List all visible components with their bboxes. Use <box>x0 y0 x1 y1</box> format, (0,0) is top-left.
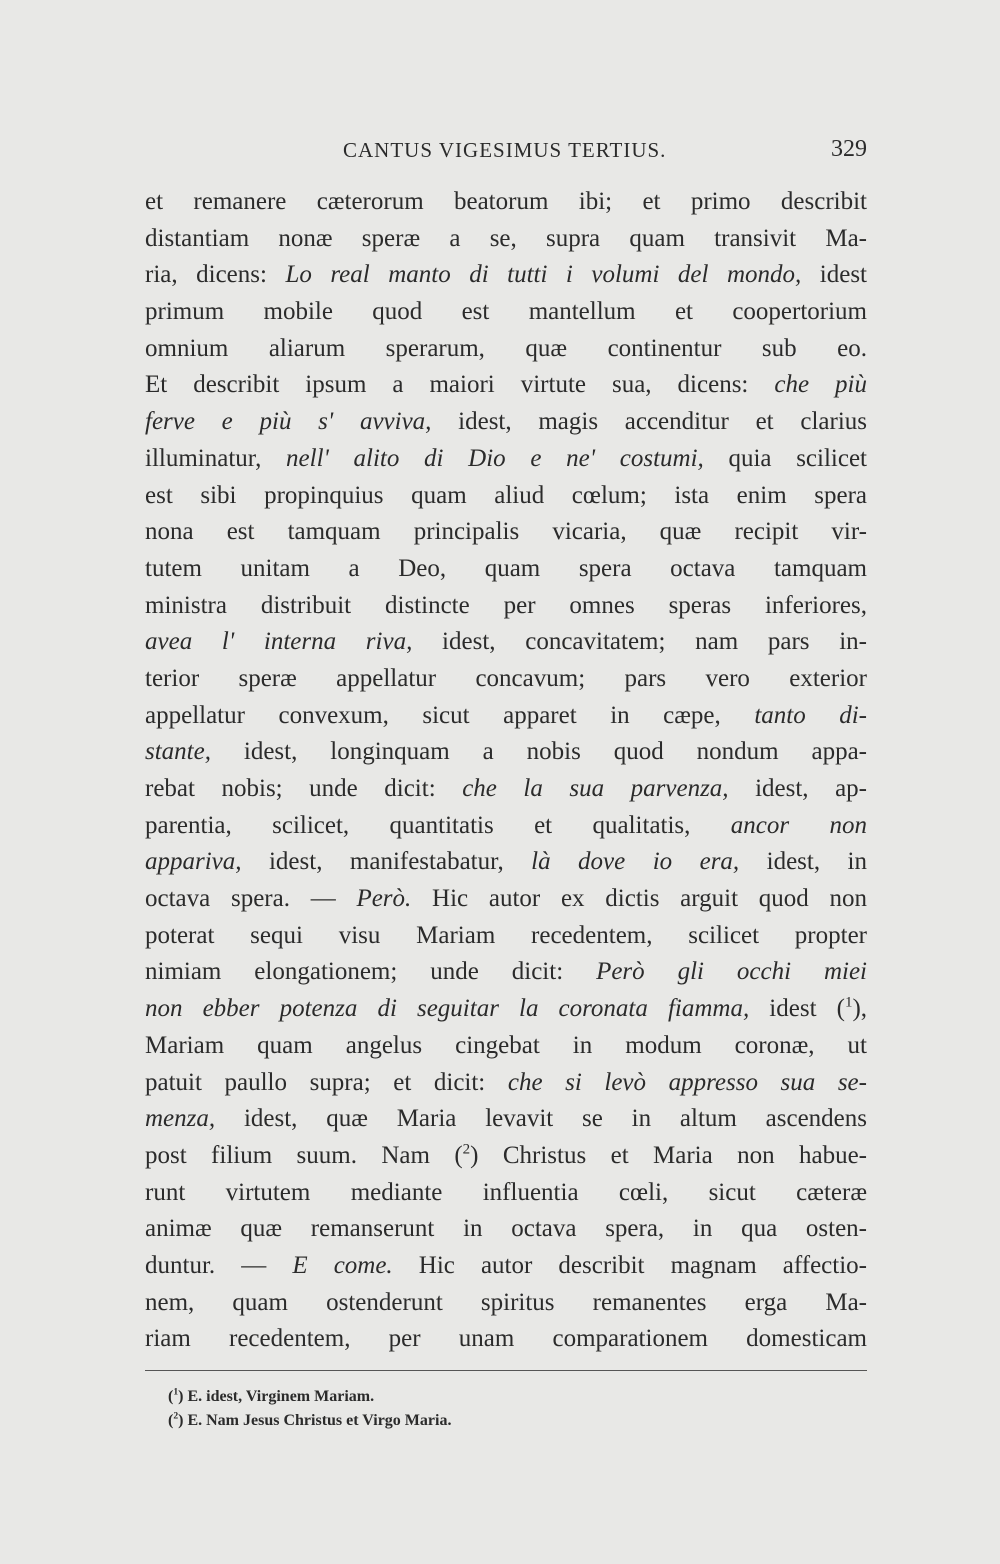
body-text <box>145 184 867 1358</box>
text-run: rebat nobis; unde dicit: <box>145 775 463 802</box>
page-number: 329 <box>831 136 867 162</box>
text-run: octava spera. — <box>145 885 357 913</box>
text-line <box>145 588 867 625</box>
text-run: nimiam elongationem; unde dicit: <box>145 958 597 986</box>
text-line <box>145 1285 867 1322</box>
text-run: riam recedentem, per unam comparationem domesticam <box>145 1325 867 1353</box>
footnote <box>168 1385 768 1409</box>
text-run: duntur. — <box>145 1251 293 1279</box>
text-run: idest, manifestabatur, <box>241 848 532 876</box>
text-line <box>145 331 867 368</box>
text-run: parentia, scilicet, quantitatis et qualitatis, <box>145 811 731 839</box>
italic-text: che più <box>774 371 867 399</box>
italic-text: nell' alito di Dio e ne' costumi, <box>286 444 704 472</box>
text-line <box>145 1248 867 1285</box>
italic-text: ferve e più s' avviva, <box>145 408 432 436</box>
footnote-marker: 2 <box>173 1410 179 1422</box>
text-line <box>145 1065 867 1102</box>
text-line <box>145 478 867 515</box>
text-run: post filium suum. Nam ( <box>145 1141 463 1169</box>
text-run: et remanere cæterorum beatorum ibi; et primo describit <box>145 188 867 215</box>
text-line <box>145 514 867 551</box>
italic-text: ancor non <box>730 811 867 839</box>
text-line <box>145 881 867 918</box>
text-run: Hic autor describit magnam affectio- <box>392 1251 867 1279</box>
text-run: est sibi propinquius quam aliud cœlum; ista enim spera <box>145 481 867 509</box>
text-run: appellatur convexum, sicut apparet in cæpe, <box>145 701 755 729</box>
text-run: nem, quam ostenderunt spiritus remanentes erga Ma- <box>145 1288 867 1316</box>
footnote <box>168 1409 768 1433</box>
text-run: terior speræ appellatur concavum; pars vero exterior <box>145 664 867 692</box>
text-run: ) Christus et Maria non habue- <box>470 1141 867 1169</box>
text-run: omnium aliarum sperarum, quæ continentur sub eo. <box>145 334 867 362</box>
text-run: nona est tamquam principalis vicaria, quæ recipit vir- <box>145 518 867 546</box>
text-run: idest, ap- <box>728 775 867 802</box>
text-run: ( <box>168 1388 174 1405</box>
text-run: ), <box>852 995 867 1023</box>
text-run: primum mobile quod est mantellum et coopertorium <box>145 298 867 326</box>
text-run: idest, in <box>739 848 867 876</box>
text-run: Et describit ipsum a maiori virtute sua, dicens: <box>145 371 775 399</box>
italic-text: Però. <box>356 885 412 913</box>
text-line <box>145 404 867 441</box>
text-line <box>145 771 867 808</box>
text-line <box>145 661 867 698</box>
text-run: quia scilicet <box>703 444 867 472</box>
text-line <box>145 221 867 258</box>
footnote-marker: 2 <box>462 1141 471 1158</box>
text-run: Hic autor ex dictis arguit quod non <box>411 885 867 913</box>
text-run: ria, dicens: <box>145 261 286 289</box>
italic-text: che si levò appresso sua se- <box>507 1068 867 1096</box>
footnotes <box>168 1385 768 1433</box>
text-run: idest, concavitatem; nam pars in- <box>412 628 867 656</box>
text-line <box>145 954 867 991</box>
footnote-marker: 1 <box>173 1386 179 1398</box>
text-line <box>145 808 867 845</box>
text-line <box>145 1028 867 1065</box>
footnote-marker: 1 <box>844 994 853 1011</box>
text-line <box>145 1321 867 1358</box>
italic-text: stante, <box>145 738 211 766</box>
text-run: tutem unitam a Deo, quam spera octava tamquam <box>145 554 867 582</box>
italic-text: non ebber potenza di seguitar la coronata fiamma, <box>145 995 750 1023</box>
text-run: ( <box>168 1412 174 1429</box>
text-line <box>145 624 867 661</box>
text-line <box>145 551 867 588</box>
text-line <box>145 367 867 404</box>
text-line <box>145 1138 867 1175</box>
italic-text: Lo real manto di tutti i volumi del mondo, <box>285 261 802 289</box>
footnote-rule <box>145 1370 867 1371</box>
text-run: idest, magis accenditur et clarius <box>431 408 867 436</box>
italic-text: là dove io era, <box>531 848 740 876</box>
text-run: ministra distribuit distincte per omnes speras inferiores, <box>145 591 867 619</box>
text-line <box>145 1175 867 1212</box>
italic-text: che la sua parvenza, <box>462 775 729 802</box>
running-title: CANTUS VIGESIMUS TERTIUS. <box>343 138 667 162</box>
text-line <box>145 698 867 735</box>
text-line <box>145 1101 867 1138</box>
italic-text: avea l' interna riva, <box>145 628 413 656</box>
text-run: poterat sequi visu Mariam recedentem, scilicet propter <box>145 921 867 949</box>
italic-text: appariva, <box>145 848 242 876</box>
text-run: Mariam quam angelus cingebat in modum coronæ, ut <box>145 1031 867 1059</box>
text-run: distantiam nonæ speræ a se, supra quam transivit Ma- <box>145 224 867 252</box>
text-line <box>145 1211 867 1248</box>
text-run: patuit paullo supra; et dicit: <box>145 1068 508 1096</box>
text-run: animæ quæ remanserunt in octava spera, in qua osten- <box>145 1215 867 1243</box>
italic-text: menza, <box>145 1105 216 1133</box>
text-line <box>145 991 867 1028</box>
text-line <box>145 844 867 881</box>
text-line <box>145 918 867 955</box>
italic-text: Però gli occhi miei <box>596 958 867 986</box>
text-run: runt virtutem mediante influentia cœli, sicut cæteræ <box>145 1178 867 1206</box>
italic-text: E come. <box>292 1251 393 1279</box>
text-run: illuminatur, <box>145 444 287 472</box>
text-line <box>145 441 867 478</box>
text-run: idest ( <box>749 995 845 1023</box>
text-line <box>145 734 867 771</box>
text-line <box>145 184 867 221</box>
text-line <box>145 294 867 331</box>
text-line <box>145 257 867 294</box>
text-run: ) E. idest, Virginem Mariam. <box>178 1388 375 1405</box>
italic-text: tanto di- <box>754 701 867 729</box>
text-run: ) E. Nam Jesus Christus et Virgo Maria. <box>178 1412 452 1429</box>
text-run: idest <box>801 261 867 289</box>
text-run: idest, quæ Maria levavit se in altum ascendens <box>215 1105 867 1133</box>
running-head <box>145 136 867 168</box>
text-run: idest, longinquam a nobis quod nondum appa- <box>210 738 867 766</box>
